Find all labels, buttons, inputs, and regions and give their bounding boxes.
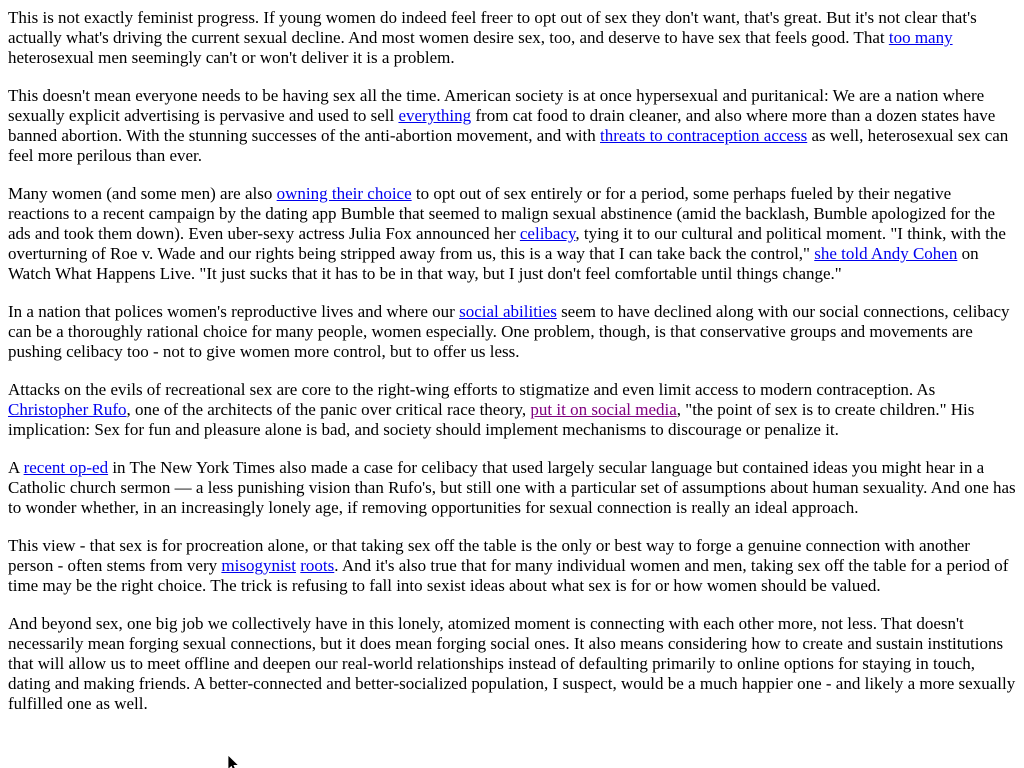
paragraph-8: [8, 614, 1016, 714]
paragraph-text: as well, heterosexual sex can feel more perilous than ever.: [8, 126, 1009, 165]
paragraph-text: In a nation that polices women's reproductive lives and where our: [8, 302, 460, 321]
paragraph-text: A: [8, 458, 24, 477]
paragraph-7: [8, 536, 1016, 596]
paragraph-text: This is not exactly feminist progress. If young women do indeed feel freer to opt out of sex they don't want, that's great. But it's not clear that's actually what's driving the current sexual decline. And most women desire sex, too, and deserve to have sex that feels good. That: [8, 8, 977, 47]
arrow-pointer-icon: [227, 755, 241, 768]
paragraph-text: in The New York Times also made a case for celibacy that used largely secular language but contained ideas you might hear in a Catholic church sermon — a less punishing vision than Rufo's, but still one with a particular set of assumptions about human sexuality. And one has to wonder whether, in an increasingly lonely age, if removing opportunities for sexual connection is really an ideal approach.: [8, 458, 1016, 517]
page: [8, 8, 1016, 760]
paragraph-text: . And it's also true that for many individual women and men, taking sex off the table for a period of time may be the right choice. The trick is refusing to fall into sexist ideas about what sex is for or how women should be valued.: [8, 556, 1009, 595]
inline-link[interactable]: social abilities: [459, 302, 557, 321]
inline-link[interactable]: recent op-ed: [23, 458, 109, 477]
paragraph-2: [8, 86, 1016, 166]
paragraph-text: This doesn't mean everyone needs to be having sex all the time. American society is at once hypersexual and puritanical: We are a nation where sexually explicit advertising is pervasive and used to sell: [8, 86, 985, 125]
paragraph-text: This view - that sex is for procreation alone, or that taking sex off the table is the only or best way to forge a genuine connection with another person - often stems from very: [8, 536, 970, 575]
inline-link[interactable]: threats to contraception access: [600, 126, 808, 145]
paragraph-text: to opt out of sex entirely or for a period, some perhaps fueled by their negative reactions to a recent campaign by the dating app Bumble that seemed to malign sexual abstinence (amid the backlash, Bumble apologized for the ads and took them down). Even uber-sexy actress Julia Fox announced her: [8, 184, 996, 243]
inline-link[interactable]: too many: [888, 28, 953, 47]
paragraph-text: seem to have declined along with our social connections, celibacy can be a thoroughly rational choice for many people, women especially. One problem, though, is that conservative groups and movements are pushing celibacy too - not to give women more control, but to offer us less.: [8, 302, 1010, 361]
paragraph-6: [8, 458, 1016, 518]
paragraph-5: [8, 380, 1016, 440]
inline-link[interactable]: celibacy: [519, 224, 576, 243]
article-body: [8, 8, 1016, 714]
paragraph-text: And beyond sex, one big job we collectively have in this lonely, atomized moment is connecting with each other more, not less. That doesn't necessarily mean forging sexual connections, but it does mean forging social ones. It also means considering how to create and sustain institutions that will allow us to meet offline and deepen our real-world relationships instead of defaulting primarily to online options for staying in touch, dating and making friends. A better-connected and better-socialized population, I suspect, would be a much happier one - and likely a more sexually fulfilled one as well.: [8, 614, 1016, 713]
paragraph-text: Many women (and some men) are also: [8, 184, 277, 203]
paragraph-text: , tying it to our cultural and political moment. "I think, with the overturning of Roe v. Wade and our rights being stripped away from us, this is a way that I can take back the control,": [8, 224, 1006, 263]
inline-link[interactable]: everything: [398, 106, 472, 125]
paragraph-text: heterosexual men seemingly can't or won't deliver it is a problem.: [8, 48, 455, 67]
inline-link[interactable]: Christopher Rufo: [8, 400, 127, 419]
paragraph-3: [8, 184, 1016, 284]
inline-link[interactable]: owning their choice: [276, 184, 412, 203]
inline-link[interactable]: she told Andy Cohen: [814, 244, 958, 263]
paragraph-text: , "the point of sex is to create children." His implication: Sex for fun and pleasure alone is bad, and society should implement mechanisms to discourage or penalize it.: [8, 400, 975, 439]
paragraph-text: from cat food to drain cleaner, and also where more than a dozen states have banned abortion. With the stunning successes of the anti-abortion movement, and with: [8, 106, 996, 145]
inline-link[interactable]: misogynist: [221, 556, 297, 575]
inline-link[interactable]: put it on social media: [530, 400, 677, 419]
inline-link[interactable]: roots: [300, 556, 335, 575]
paragraph-text: , one of the architects of the panic over critical race theory,: [126, 400, 531, 419]
paragraph-text: on Watch What Happens Live. "It just sucks that it has to be in that way, but I just don't feel comfortable until things change.": [8, 244, 979, 283]
paragraph-text: Attacks on the evils of recreational sex are core to the right-wing efforts to stigmatize and even limit access to modern contraception. As: [8, 380, 936, 399]
paragraph-1: [8, 8, 1016, 68]
paragraph-4: [8, 302, 1016, 362]
